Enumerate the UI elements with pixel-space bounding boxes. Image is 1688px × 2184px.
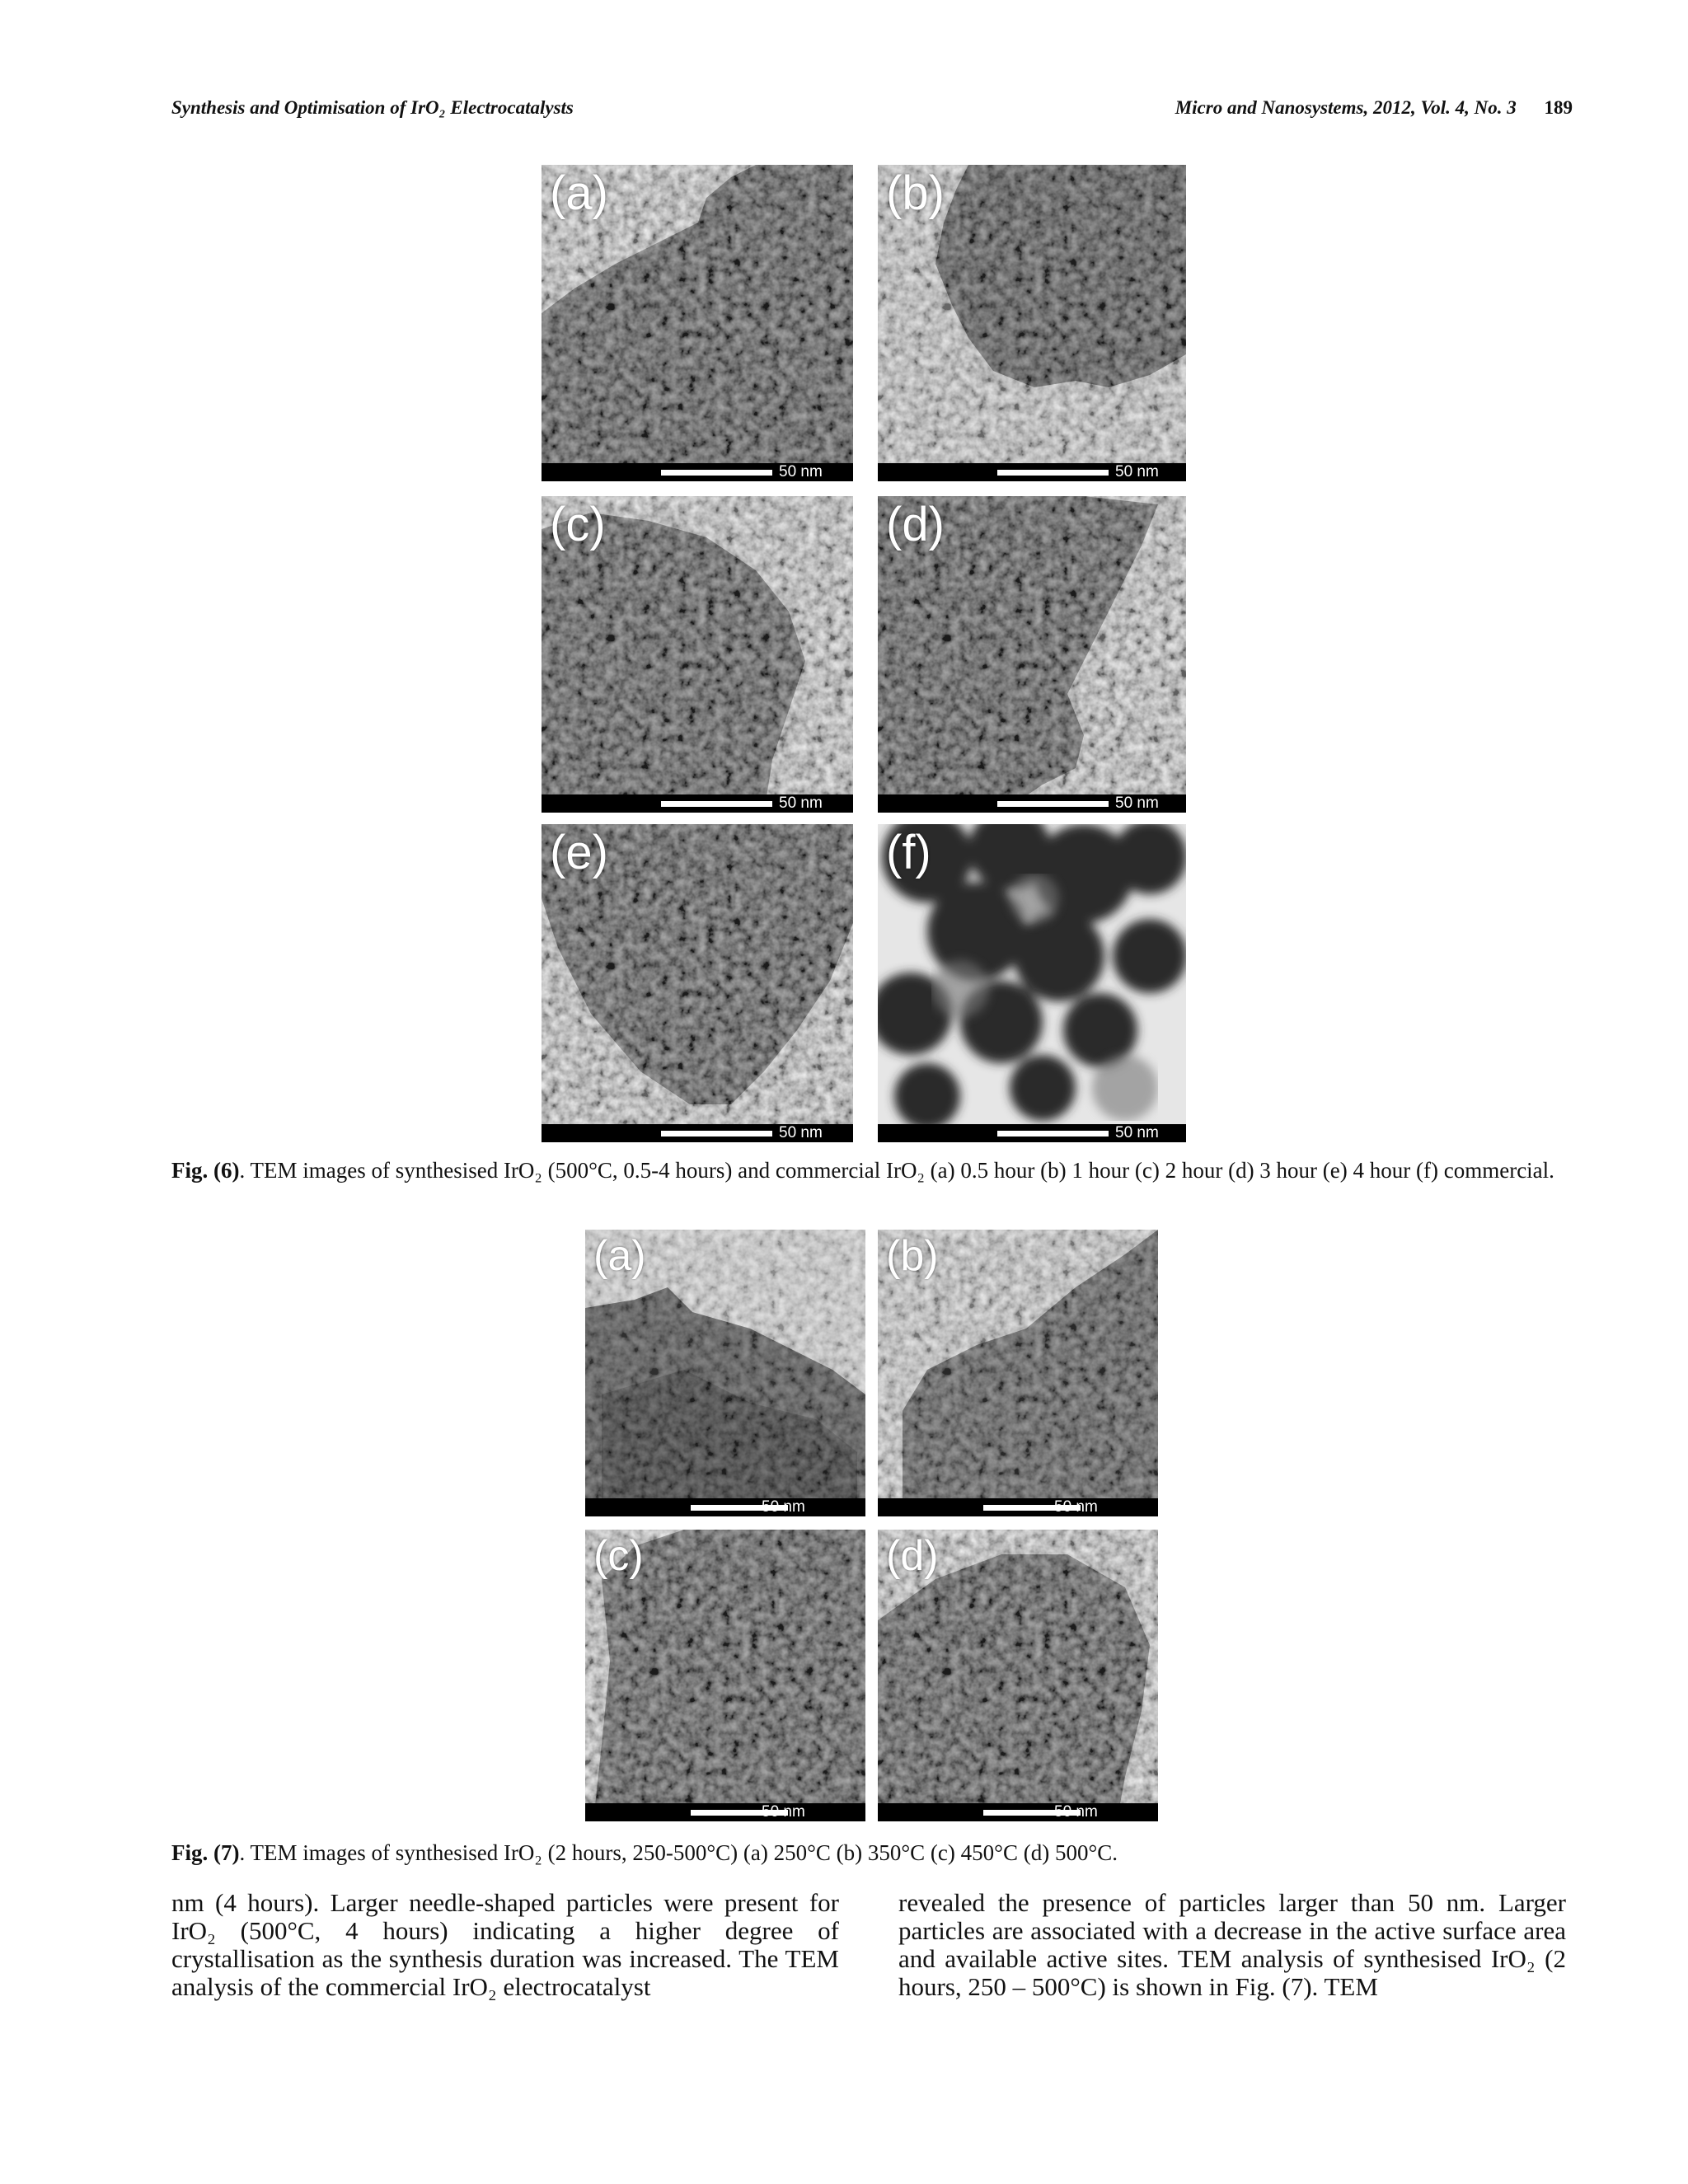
fig6-panel-a [542,165,853,481]
scale-bar [542,1124,853,1142]
scale-bar [878,794,1186,813]
fig7-panel-c [585,1530,865,1821]
fig7-panel-b [878,1230,1158,1516]
scale-bar [542,794,853,813]
scale-bar-label: 50 nm [762,1498,805,1516]
fig6-panel-e [542,824,853,1142]
fig6-caption-text: . TEM images of synthesised IrO₂ (500°C, 0.5-4 hours) and commercial IrO₂ (a) 0.5 hour (b) 1 hour (c) 2 hour (d) 3 hour (e) 4 hour (f) commercial. [239,1158,1554,1183]
panel-label: (f) [886,826,931,879]
fig7-panel-d [878,1530,1158,1821]
scale-bar [878,463,1186,481]
scale-bar [542,463,853,481]
fig7-caption-text: . TEM images of synthesised IrO₂ (2 hours, 250-500°C) (a) 250°C (b) 350°C (c) 450°C (d) 500°C. [239,1840,1118,1865]
panel-label: (d) [886,1532,939,1580]
fig6-panel-f [878,824,1186,1142]
running-title: Synthesis and Optimisation of IrO₂ Electrocatalysts [171,97,574,118]
scale-bar-label: 50 nm [1054,1803,1098,1821]
fig6-caption-label: Fig. (6) [171,1158,240,1183]
fig6-panel-b [878,165,1186,481]
panel-label: (a) [593,1232,646,1280]
scale-bar-label: 50 nm [762,1803,805,1821]
scale-bar [585,1498,865,1516]
scale-bar-label: 50 nm [1115,463,1159,480]
scale-bar-label: 50 nm [779,794,823,812]
fig7-panel-a [585,1230,865,1516]
scale-bar-label: 50 nm [1115,794,1159,812]
fig7-caption [171,1840,1564,1867]
journal-volume: Vol. 4, No. 3 [1420,97,1517,118]
scale-bar-label: 50 nm [779,1124,823,1141]
panel-label: (e) [550,826,608,879]
panel-label: (a) [550,166,608,220]
scale-bar [878,1803,1158,1821]
fig7-caption-label: Fig. (7) [171,1840,240,1865]
journal-citation [1175,97,1573,119]
body-column-right [898,1889,1566,2001]
panel-label: (c) [593,1532,644,1580]
scale-bar [585,1803,865,1821]
scale-bar-label: 50 nm [779,463,823,480]
page-number: 189 [1544,97,1573,118]
panel-label: (b) [886,1232,939,1280]
scale-bar-label: 50 nm [1115,1124,1159,1141]
body-paragraph: nm (4 hours). Larger needle-shaped particles were present for IrO₂ (500°C, 4 hours) indicating a higher degree of crystallisation as the synthesis duration was increased. The TEM analysis of the commercial IrO₂ electrocatalyst [171,1888,839,2001]
scale-bar [878,1124,1186,1142]
panel-label: (d) [886,498,945,551]
fig6-caption [171,1157,1564,1184]
panel-label: (c) [550,498,606,551]
body-column-left [171,1889,839,2001]
panel-label: (b) [886,166,945,220]
scale-bar [878,1498,1158,1516]
body-paragraph: revealed the presence of particles larger than 50 nm. Larger particles are associated with a decrease in the active surface area and available active sites. TEM analysis of synthesised IrO₂ (2 hours, 250 – 500°C) is shown in Fig. (7). TEM [898,1888,1566,2001]
fig6-panel-d [878,496,1186,813]
fig6-panel-c [542,496,853,813]
journal-name: Micro and Nanosystems, 2012, [1175,97,1416,118]
scale-bar-label: 50 nm [1054,1498,1098,1516]
